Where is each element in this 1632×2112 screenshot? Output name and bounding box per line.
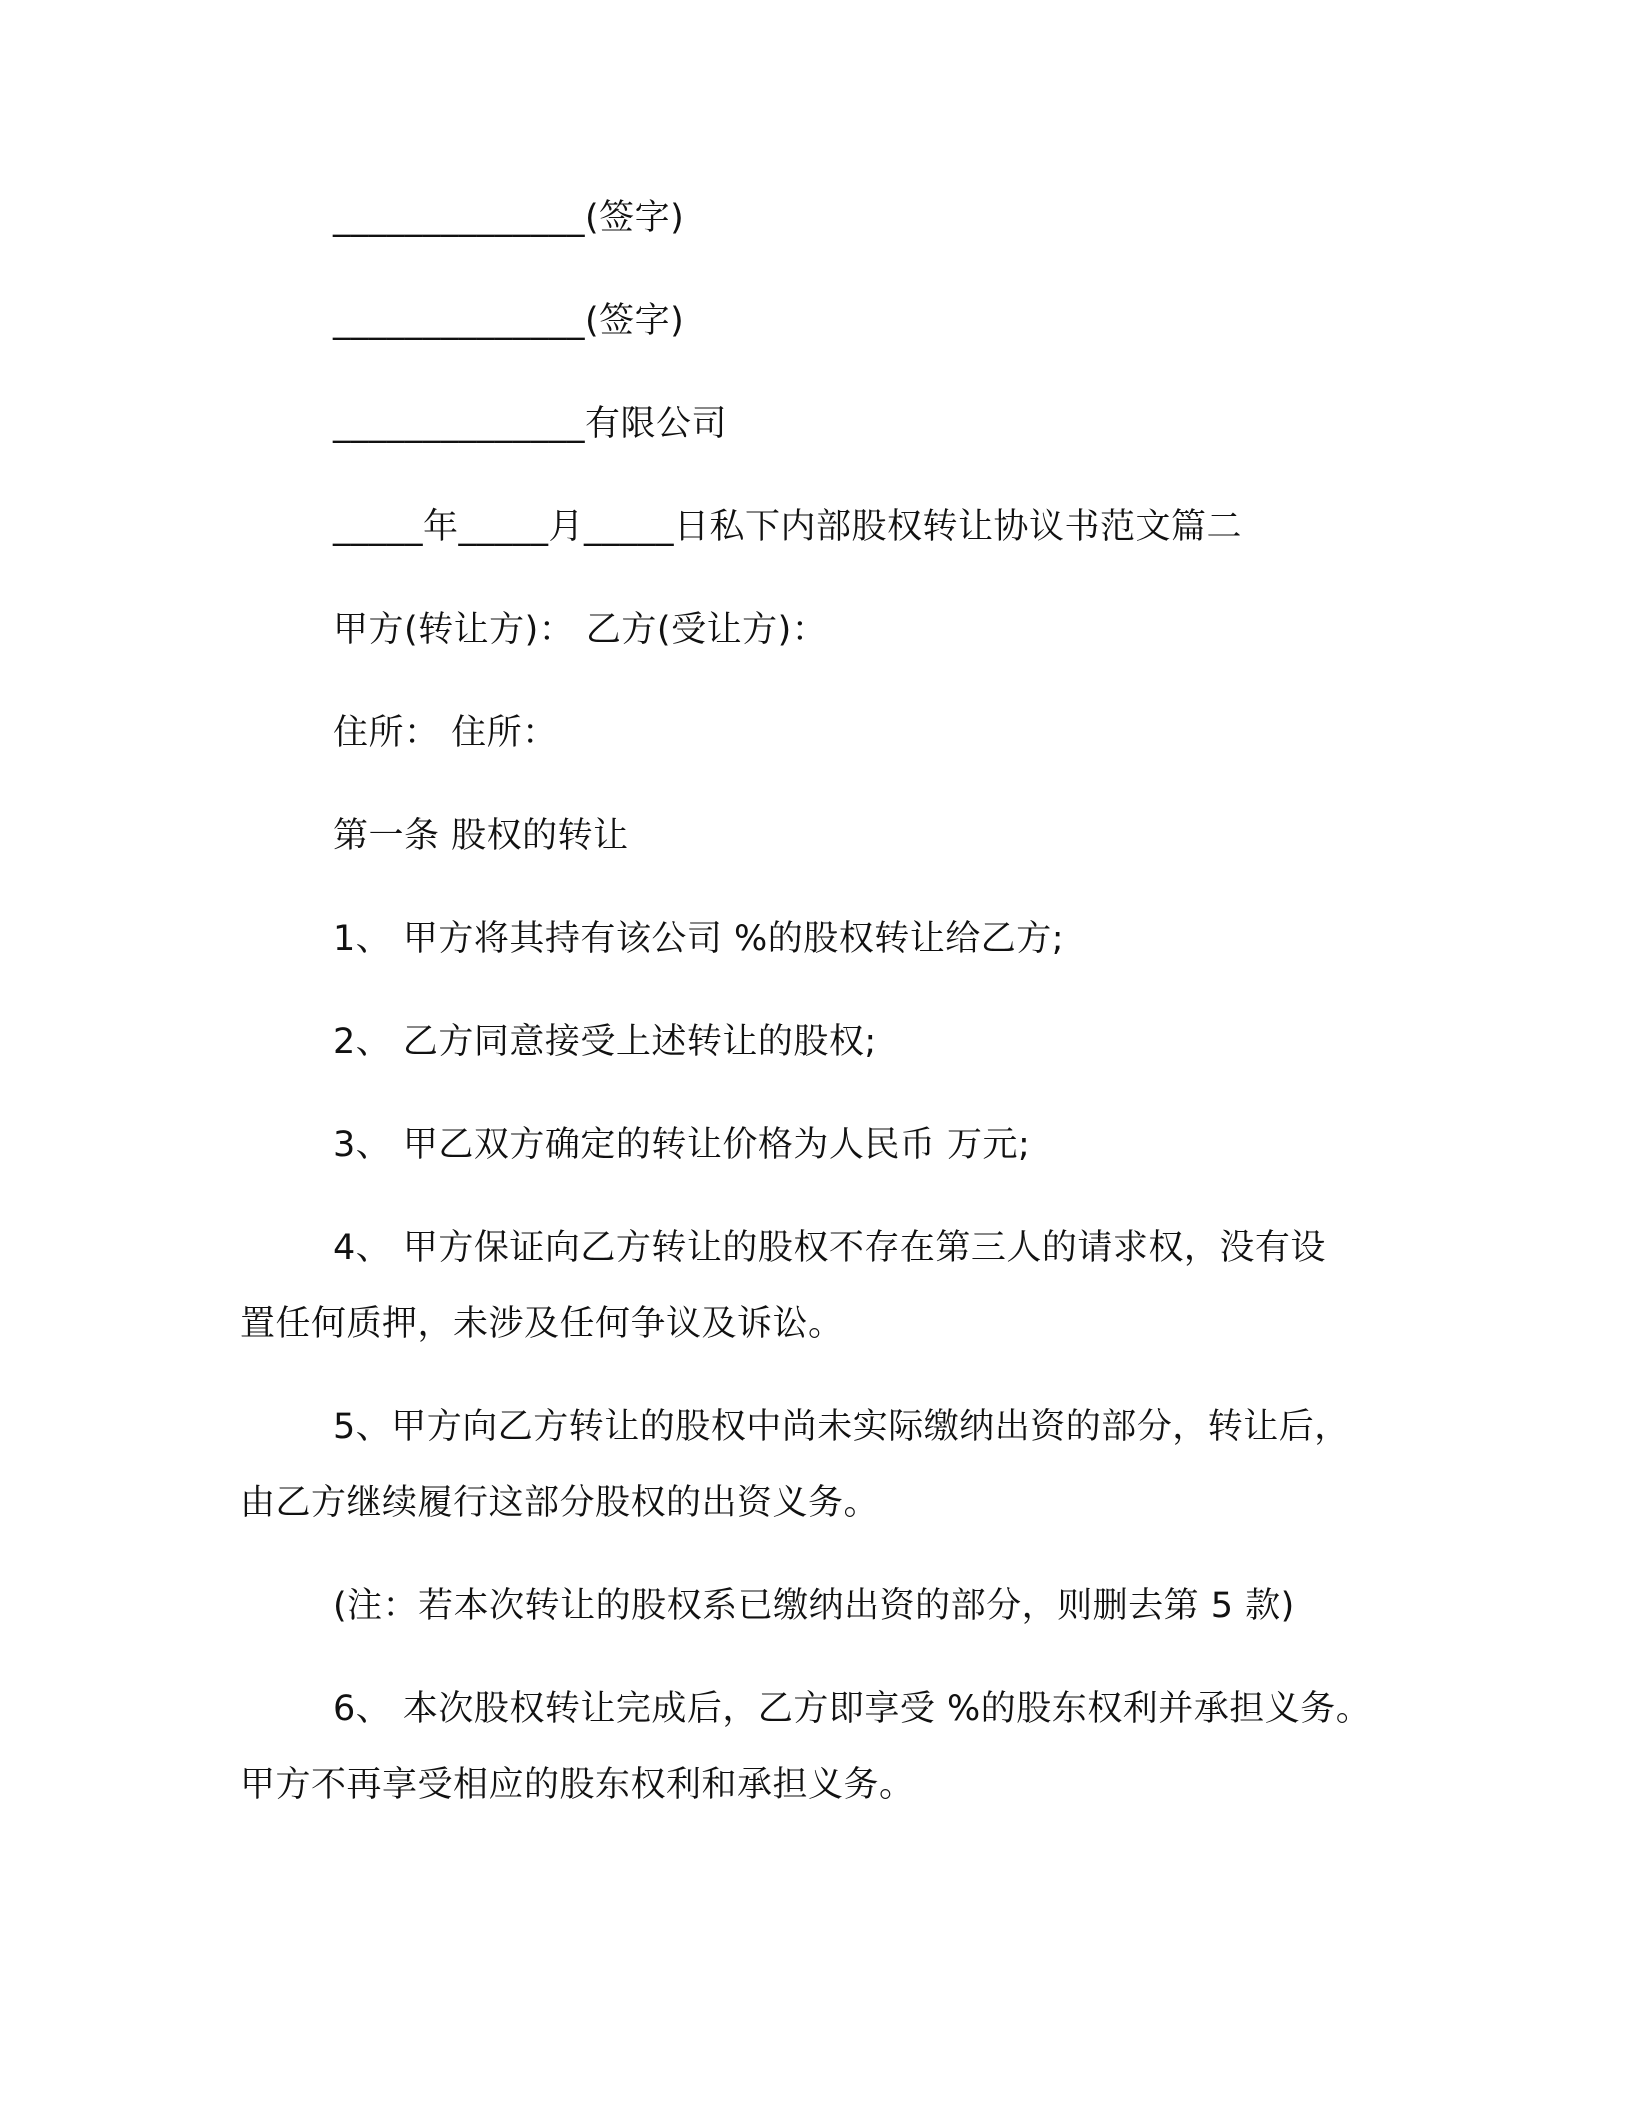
parties-line: 甲方(转让方)： 乙方(受让方)：	[333, 610, 828, 650]
signature-line-1: ______________(签字)	[333, 198, 685, 238]
clause-6-line-2: 甲方不再享受相应的股东权利和承担义务。	[240, 1765, 915, 1805]
clause-6-line-1: 6、 本次股权转让完成后，乙方即享受 %的股东权利并承担义务。	[333, 1689, 1372, 1729]
clause-4-line-1: 4、 甲方保证向乙方转让的股权不存在第三人的请求权，没有设	[333, 1228, 1326, 1268]
clause-3: 3、 甲乙双方确定的转让价格为人民币 万元;	[333, 1125, 1031, 1165]
note-line: (注：若本次转让的股权系已缴纳出资的部分，则删去第 5 款)	[333, 1586, 1295, 1626]
clause-2: 2、 乙方同意接受上述转让的股权;	[333, 1022, 877, 1062]
article-heading: 第一条 股权的转让	[333, 816, 629, 856]
clause-5-line-1: 5、甲方向乙方转让的股权中尚未实际缴纳出资的部分，转让后，	[333, 1407, 1350, 1447]
company-name-line: ______________有限公司	[333, 404, 728, 444]
signature-line-2: ______________(签字)	[333, 301, 685, 341]
address-line: 住所： 住所：	[333, 713, 558, 753]
clause-4-line-2: 置任何质押，未涉及任何争议及诉讼。	[240, 1304, 844, 1344]
date-and-title-line: _____年_____月_____日私下内部股权转让协议书范文篇二	[333, 507, 1243, 547]
clause-5-line-2: 由乙方继续履行这部分股权的出资义务。	[240, 1483, 880, 1523]
clause-1: 1、 甲方将其持有该公司 %的股权转让给乙方;	[333, 919, 1065, 959]
